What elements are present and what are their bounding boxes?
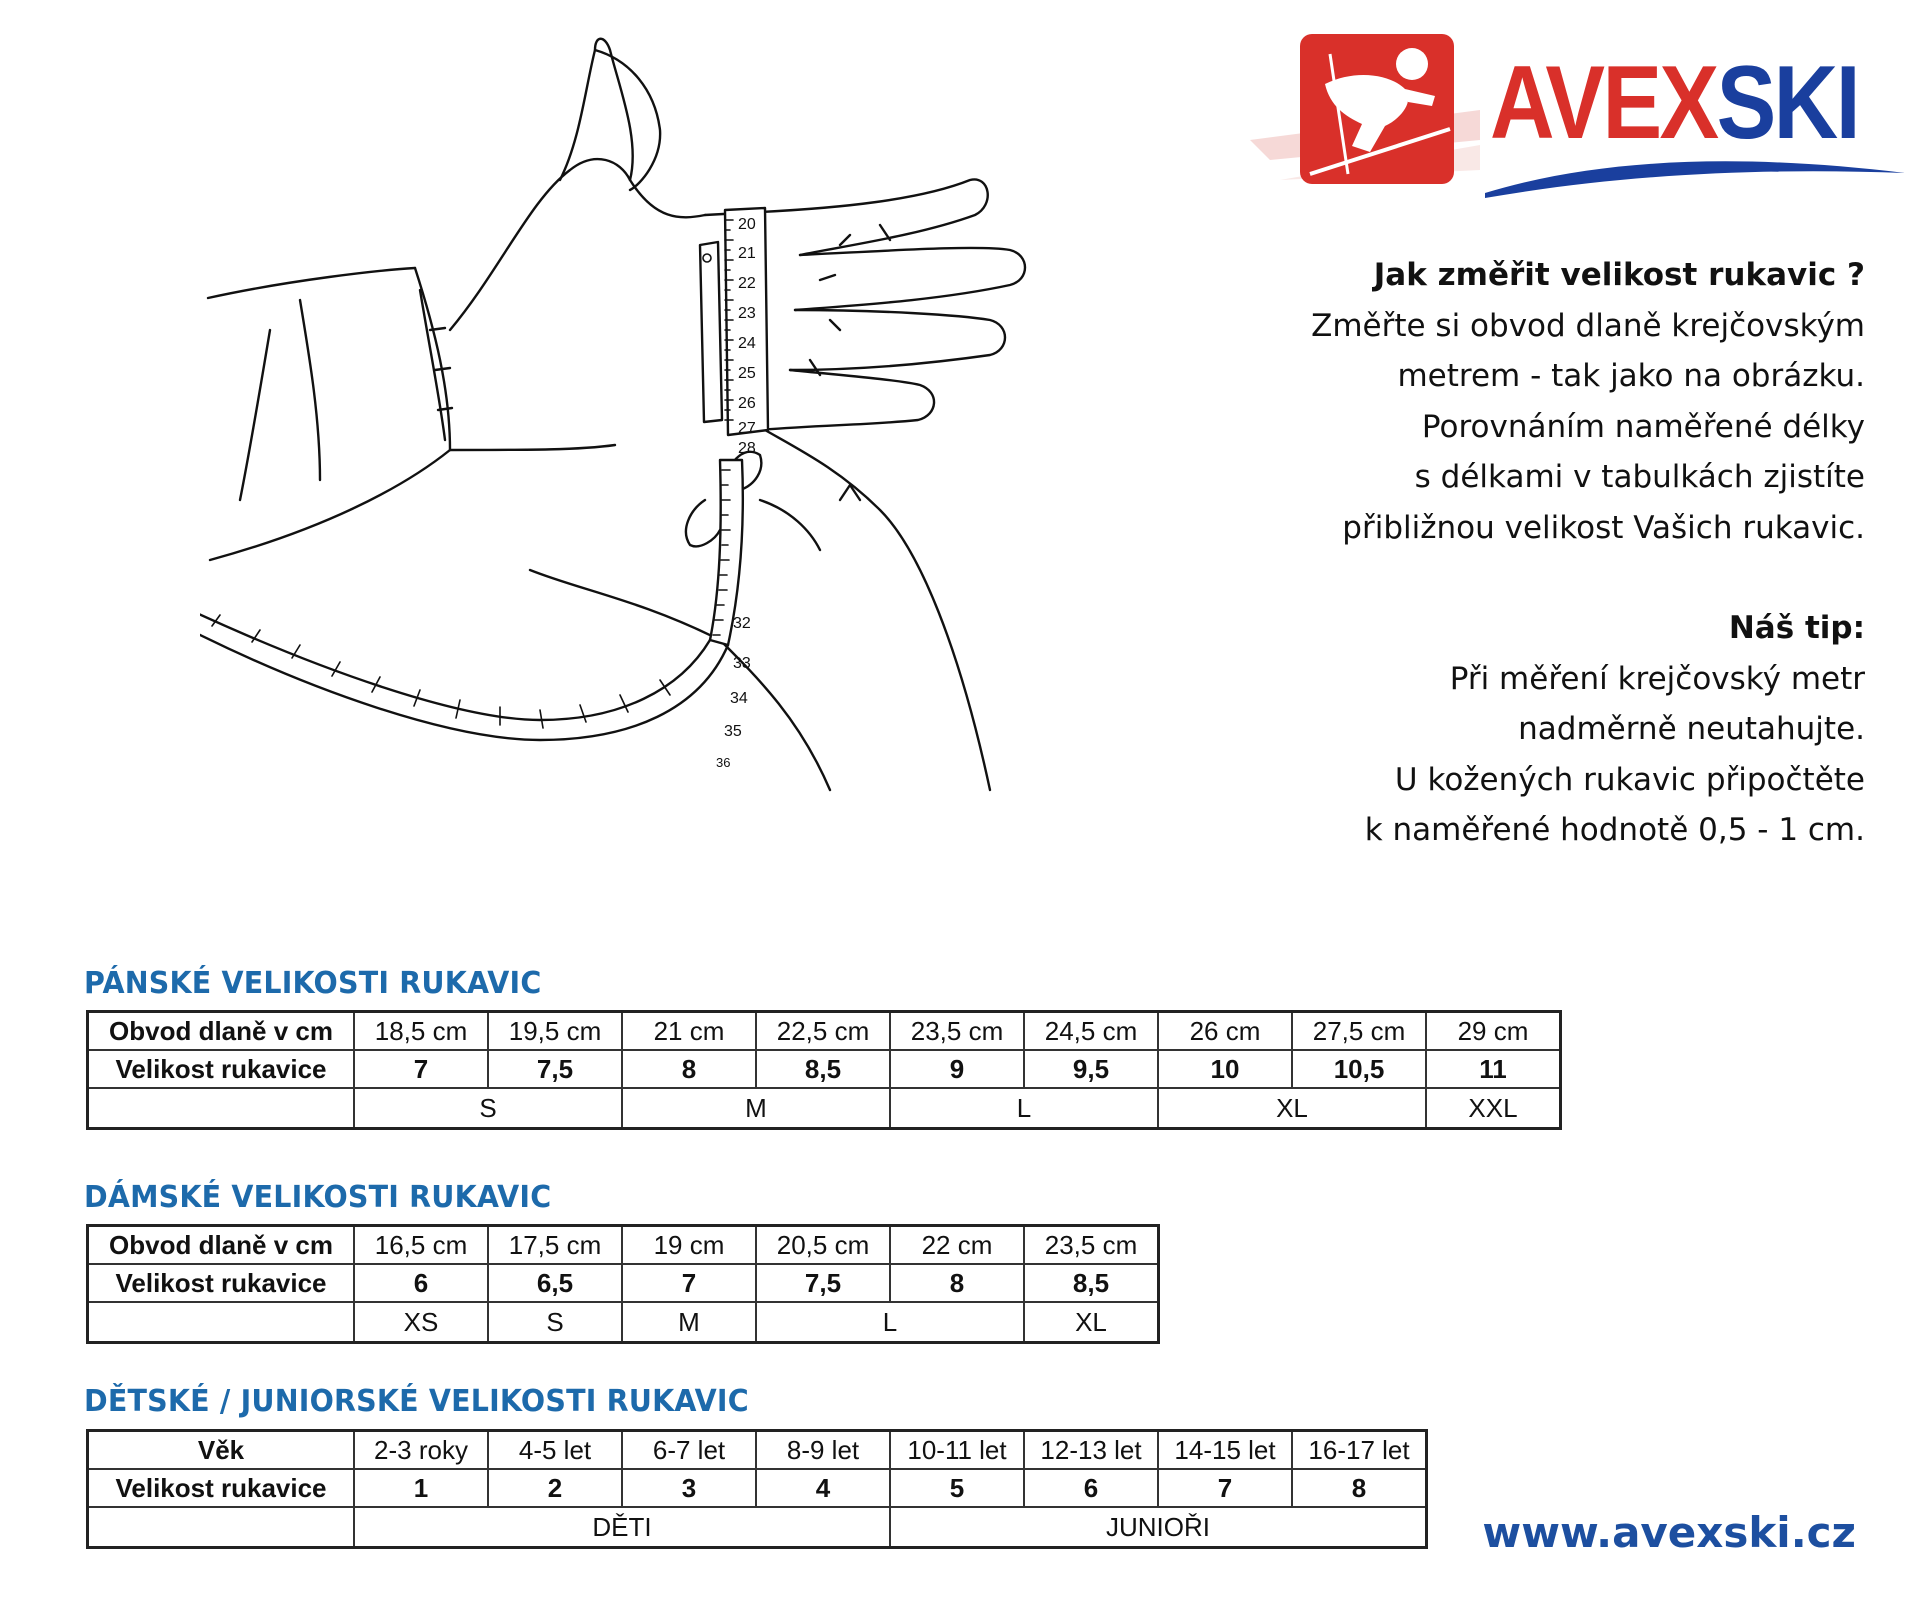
- tape-number: 23: [738, 305, 756, 322]
- glove-size-cell: 3: [622, 1469, 756, 1507]
- tape-number: 27: [738, 420, 756, 437]
- kids-table-title: DĚTSKÉ / JUNIORSKÉ VELIKOSTI RUKAVIC: [84, 1384, 749, 1419]
- size-category-cell: S: [488, 1302, 622, 1343]
- palm-circumference-cell: 16,5 cm: [354, 1226, 488, 1265]
- glove-size-cell: 8,5: [1024, 1264, 1159, 1302]
- row-label: Velikost rukavice: [88, 1469, 355, 1507]
- tape-number: 36: [716, 755, 731, 770]
- glove-size-cell: 8: [1292, 1469, 1427, 1507]
- palm-circumference-cell: 20,5 cm: [756, 1226, 890, 1265]
- skier-icon: [1300, 34, 1454, 184]
- logo-wordmark: AVEXSKI: [1490, 45, 1858, 161]
- palm-circumference-cell: 27,5 cm: [1292, 1012, 1426, 1051]
- palm-circumference-cell: 29 cm: [1426, 1012, 1561, 1051]
- size-category-cell: M: [622, 1088, 890, 1129]
- tape-number: 25: [738, 365, 756, 382]
- size-category-cell: L: [890, 1088, 1158, 1129]
- palm-circumference-cell: 17,5 cm: [488, 1226, 622, 1265]
- palm-circumference-cell: 24,5 cm: [1024, 1012, 1158, 1051]
- size-category-cell: S: [354, 1088, 622, 1129]
- row-label: Obvod dlaně v cm: [88, 1226, 355, 1265]
- row-label: Věk: [88, 1431, 355, 1470]
- tip-heading: Náš tip:: [1728, 610, 1865, 646]
- palm-circumference-cell: 19,5 cm: [488, 1012, 622, 1051]
- glove-size-cell: 7: [622, 1264, 756, 1302]
- age-cell: 8-9 let: [756, 1431, 890, 1470]
- palm-circumference-cell: 21 cm: [622, 1012, 756, 1051]
- size-category-cell: L: [756, 1302, 1024, 1343]
- row-label: Velikost rukavice: [88, 1050, 355, 1088]
- size-category-cell: JUNIOŘI: [890, 1507, 1427, 1548]
- palm-circumference-cell: 23,5 cm: [890, 1012, 1024, 1051]
- table-row: [88, 1012, 1561, 1051]
- size-category-cell: XL: [1024, 1302, 1159, 1343]
- tape-number: 28: [738, 440, 756, 457]
- row-label: [88, 1088, 355, 1129]
- tape-number: 33: [733, 655, 751, 672]
- tape-number: 32: [733, 615, 751, 632]
- glove-size-cell: 8: [890, 1264, 1024, 1302]
- tip-line: k naměřené hodnotě 0,5 - 1 cm.: [1364, 812, 1865, 848]
- instructions-line: přibližnou velikost Vašich rukavic.: [1342, 509, 1865, 546]
- instructions-line: metrem - tak jako na obrázku.: [1397, 358, 1865, 394]
- palm-circumference-cell: 18,5 cm: [354, 1012, 488, 1051]
- table-row: [88, 1264, 1159, 1302]
- age-cell: 6-7 let: [622, 1431, 756, 1470]
- size-category-cell: XXL: [1426, 1088, 1561, 1129]
- women-table-title: DÁMSKÉ VELIKOSTI RUKAVIC: [84, 1180, 552, 1215]
- swoosh-graphic: [1480, 148, 1910, 208]
- women-size-table: [86, 1224, 1160, 1344]
- glove-size-cell: 10,5: [1292, 1050, 1426, 1088]
- tape-number: 24: [738, 335, 756, 352]
- age-cell: 14-15 let: [1158, 1431, 1292, 1470]
- size-category-cell: XL: [1158, 1088, 1426, 1129]
- glove-size-cell: 7: [354, 1050, 488, 1088]
- palm-circumference-cell: 23,5 cm: [1024, 1226, 1159, 1265]
- tape-number: 20: [738, 216, 756, 233]
- instructions-line: s délkami v tabulkách zjistíte: [1414, 459, 1865, 495]
- table-row: [88, 1226, 1159, 1265]
- row-label: [88, 1302, 355, 1343]
- glove-size-cell: 8,5: [756, 1050, 890, 1088]
- tape-number: 26: [738, 395, 756, 412]
- tip-line: Při měření krejčovský metr: [1449, 660, 1865, 697]
- instructions-line: Změřte si obvod dlaně krejčovským: [1311, 307, 1865, 344]
- men-table-title: PÁNSKÉ VELIKOSTI RUKAVIC: [84, 966, 542, 1001]
- tape-number: 21: [738, 245, 756, 262]
- palm-circumference-cell: 19 cm: [622, 1226, 756, 1265]
- glove-size-cell: 5: [890, 1469, 1024, 1507]
- hand-measuring-illustration: [200, 30, 1080, 960]
- row-label: [88, 1507, 355, 1548]
- glove-size-cell: 6: [1024, 1469, 1158, 1507]
- palm-circumference-cell: 26 cm: [1158, 1012, 1292, 1051]
- glove-size-cell: 4: [756, 1469, 890, 1507]
- glove-size-cell: 10: [1158, 1050, 1292, 1088]
- row-label: Velikost rukavice: [88, 1264, 355, 1302]
- tape-number: 22: [738, 275, 756, 292]
- instructions-heading: Jak změřit velikost rukavic ?: [1373, 257, 1865, 293]
- glove-size-cell: 2: [488, 1469, 622, 1507]
- website-link[interactable]: www.avexski.cz: [1482, 1508, 1856, 1557]
- size-category-cell: XS: [354, 1302, 488, 1343]
- size-category-cell: M: [622, 1302, 756, 1343]
- table-row: [88, 1431, 1427, 1470]
- glove-size-cell: 8: [622, 1050, 756, 1088]
- avexski-logo: [1250, 30, 1910, 240]
- age-cell: 4-5 let: [488, 1431, 622, 1470]
- age-cell: 16-17 let: [1292, 1431, 1427, 1470]
- tip-line: U kožených rukavic připočtěte: [1394, 761, 1865, 798]
- age-cell: 10-11 let: [890, 1431, 1024, 1470]
- glove-size-cell: 7,5: [756, 1264, 890, 1302]
- glove-size-cell: 6: [354, 1264, 488, 1302]
- glove-size-cell: 11: [1426, 1050, 1561, 1088]
- table-row: [88, 1050, 1561, 1088]
- age-cell: 2-3 roky: [354, 1431, 488, 1470]
- palm-circumference-cell: 22,5 cm: [756, 1012, 890, 1051]
- table-row: [88, 1507, 1427, 1548]
- glove-size-cell: 9,5: [1024, 1050, 1158, 1088]
- measurement-instructions: [1225, 250, 1865, 856]
- table-row: [88, 1302, 1159, 1343]
- size-category-cell: DĚTI: [354, 1507, 890, 1548]
- measuring-tape: [200, 208, 768, 770]
- glove-size-cell: 7: [1158, 1469, 1292, 1507]
- row-label: Obvod dlaně v cm: [88, 1012, 355, 1051]
- men-size-table: [86, 1010, 1562, 1130]
- tip-line: nadměrně neutahujte.: [1518, 711, 1865, 747]
- tape-number: 34: [730, 690, 748, 707]
- age-cell: 12-13 let: [1024, 1431, 1158, 1470]
- tape-number: 35: [724, 723, 742, 740]
- instructions-line: Porovnáním naměřené délky: [1421, 408, 1865, 445]
- glove-size-cell: 6,5: [488, 1264, 622, 1302]
- glove-size-cell: 7,5: [488, 1050, 622, 1088]
- glove-size-cell: 1: [354, 1469, 488, 1507]
- glove-size-cell: 9: [890, 1050, 1024, 1088]
- kids-size-table: [86, 1429, 1428, 1549]
- table-row: [88, 1469, 1427, 1507]
- palm-circumference-cell: 22 cm: [890, 1226, 1024, 1265]
- table-row: [88, 1088, 1561, 1129]
- sleeve-outline: [208, 268, 452, 560]
